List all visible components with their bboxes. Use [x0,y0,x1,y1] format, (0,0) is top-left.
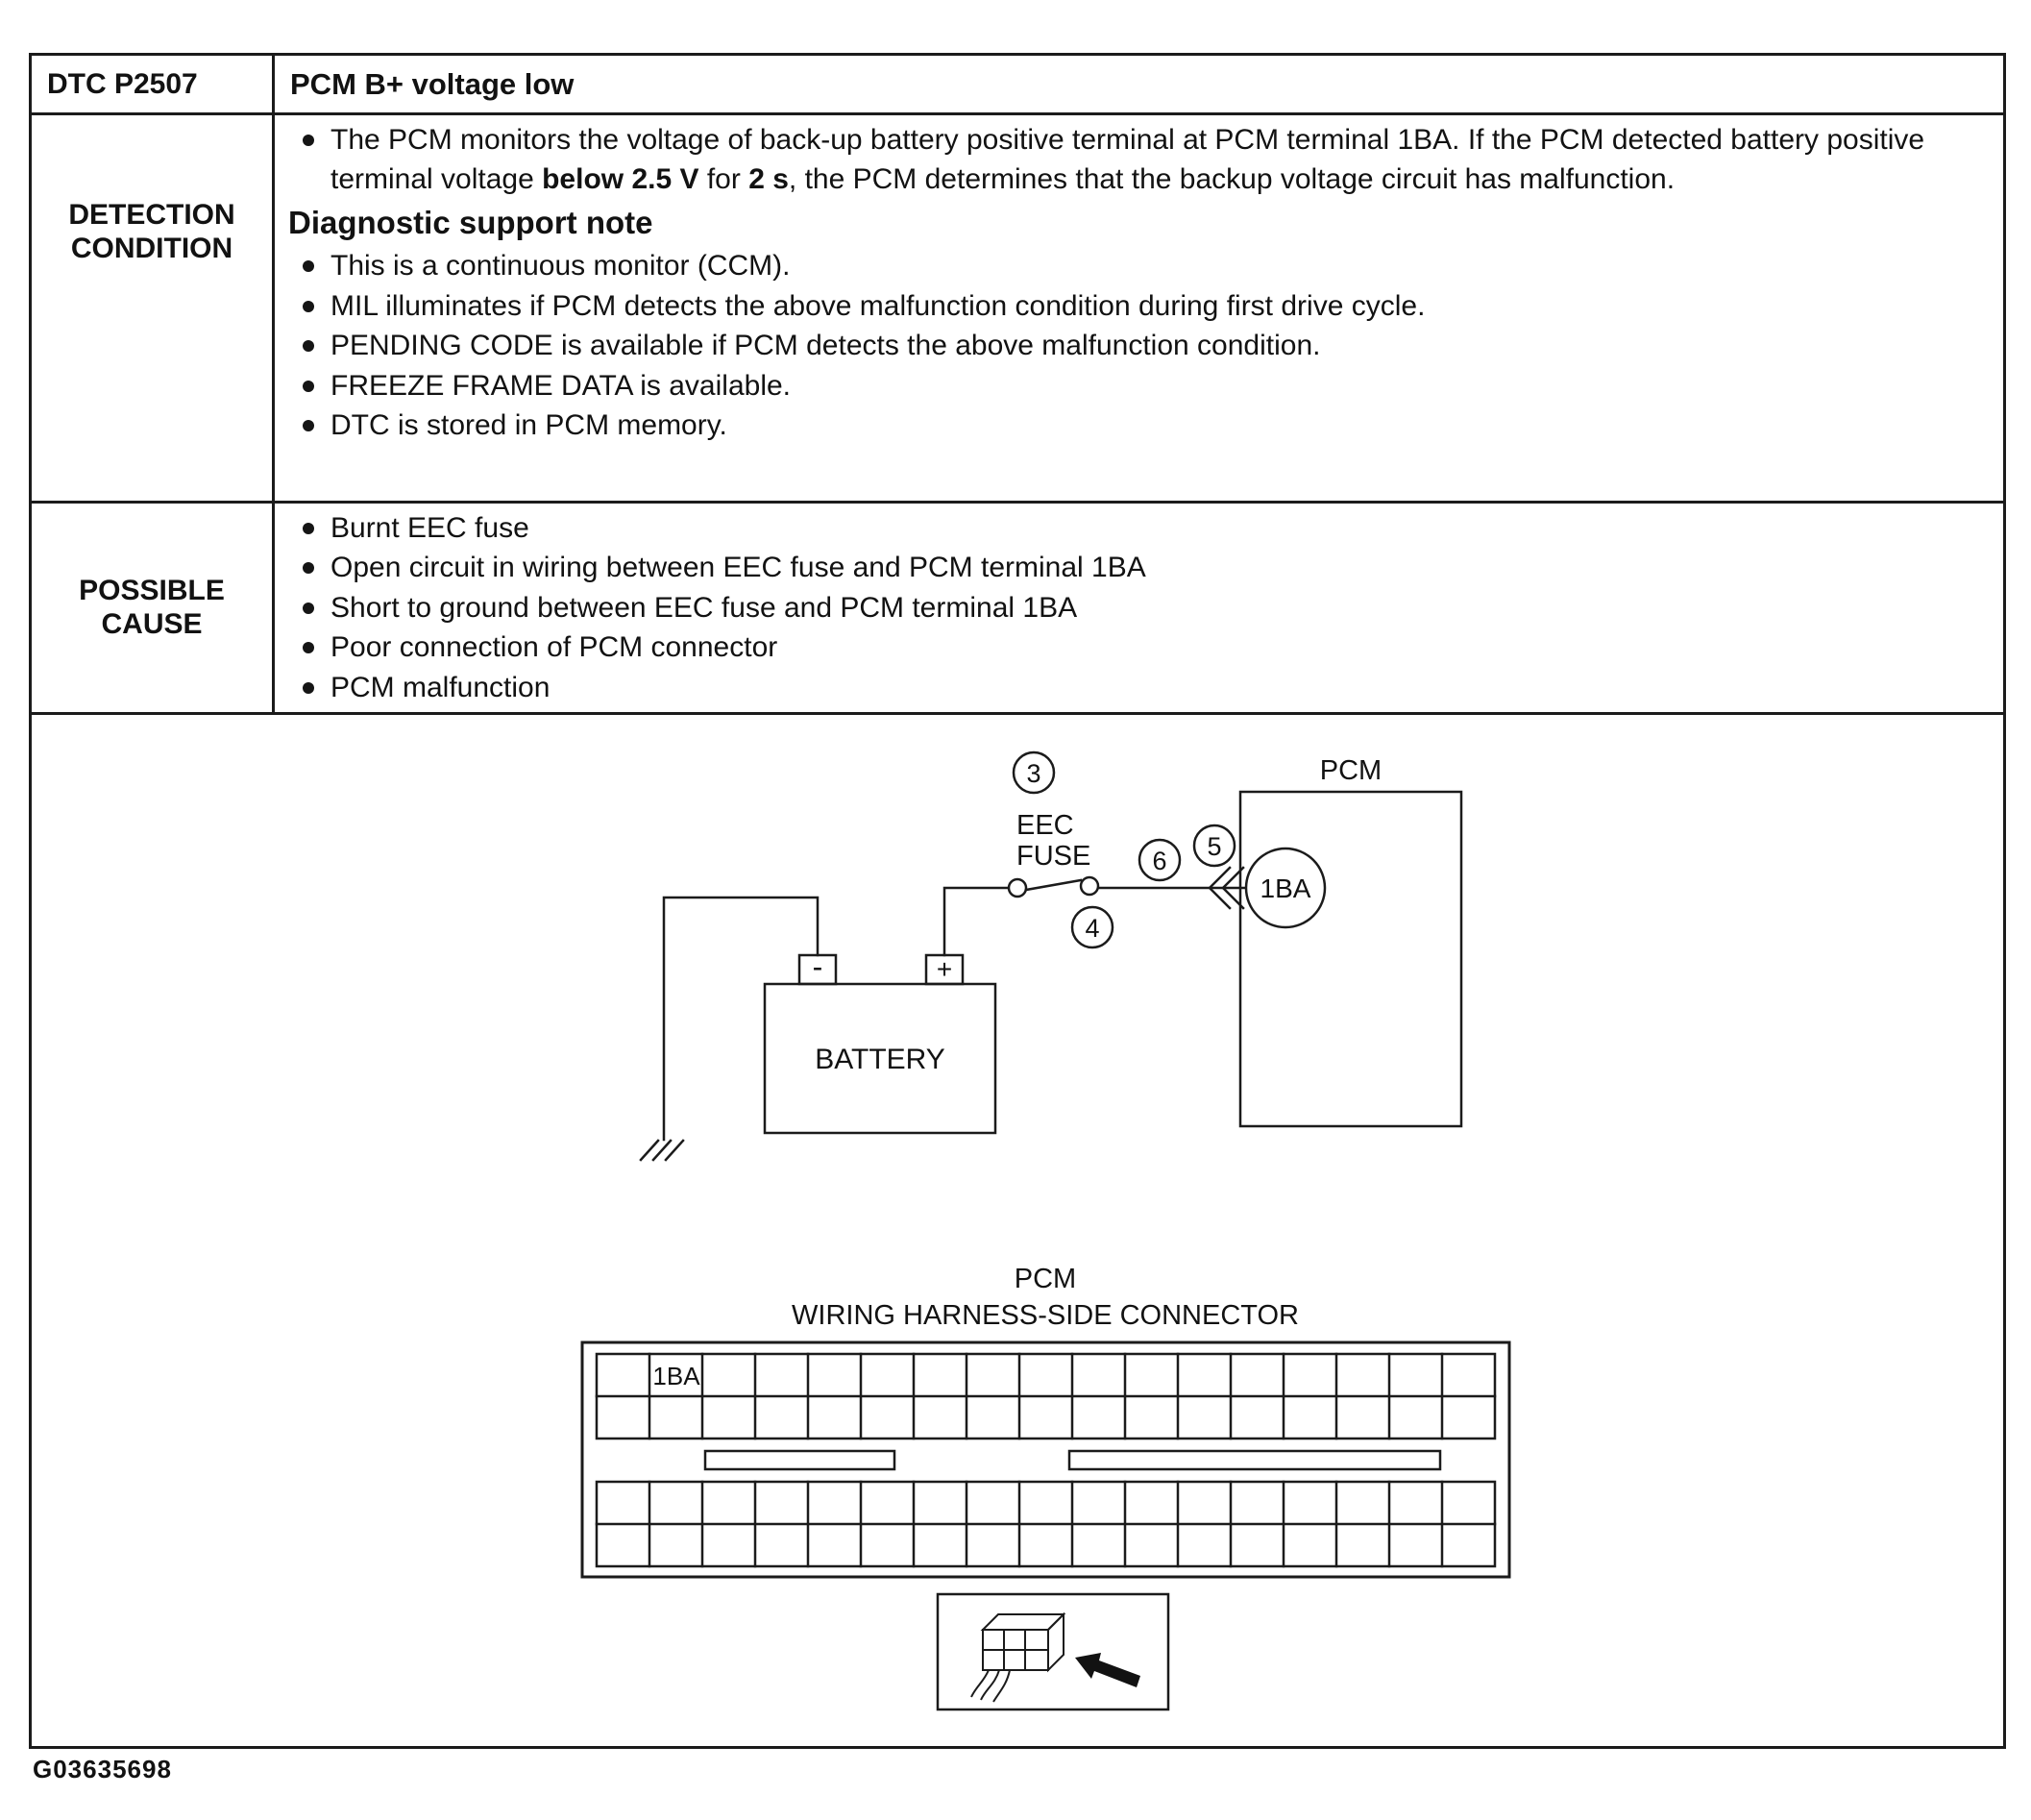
pcm-terminal-label: 1BA [1260,873,1311,903]
pcm-label: PCM [1319,754,1383,786]
possible-cause-row [31,503,2005,714]
callout-3: 3 [1026,758,1041,788]
wire-battery-plus-to-fuse [944,888,1009,955]
diagram-lines [582,752,1509,1709]
intro-bold-1: below 2.5 V [542,163,699,196]
battery-label: BATTERY [815,1043,945,1075]
dtc-title: PCM B+ voltage low [274,55,2005,114]
battery-plus-label: + [936,953,953,984]
connector-grid-bottom [597,1482,1495,1566]
detection-condition-row [31,114,2005,503]
battery-minus-label: - [812,948,823,984]
pointer-arrow-icon [1075,1653,1140,1687]
possible-cause-bullet: Open circuit in wiring between EEC fuse and PCM terminal 1BA [288,548,1978,587]
detection-intro-bullet [288,120,1978,200]
callout-4: 4 [1085,913,1100,943]
ground-icon [641,1141,683,1160]
fuse-terminal-right [1081,877,1098,895]
pcm-box [1240,792,1461,1126]
detection-bullet: This is a continuous monitor (CCM). [288,246,1978,285]
connector-view-box [938,1594,1168,1709]
connector-slot-left [705,1451,894,1469]
possible-cause-label: POSSIBLE CAUSE [31,503,274,714]
dtc-header-row [31,55,2005,114]
connector-grid-top [597,1354,1495,1439]
detection-intro-list [288,120,1978,200]
detection-bullet: FREEZE FRAME DATA is available. [288,366,1978,406]
callout-5: 5 [1207,831,1222,861]
wiring-diagram [32,715,2003,1746]
detection-bullet: DTC is stored in PCM memory. [288,406,1978,445]
detection-bullet: MIL illuminates if PCM detects the above malfunction condition during first drive cycle. [288,286,1978,326]
possible-cause-bullet: Poor connection of PCM connector [288,627,1978,667]
detection-bullet-list [288,246,1978,445]
intro-text-3: , the PCM determines that the backup voltage circuit has malfunction. [788,163,1676,196]
intro-text-1: The PCM monitors the voltage of back-up battery positive terminal at PCM terminal 1BA. If the PCM detected battery positive terminal voltage [330,124,1925,196]
detection-bullet: PENDING CODE is available if PCM detects the above malfunction condition. [288,326,1978,365]
dtc-table [29,53,2006,1749]
connector-icon [971,1614,1064,1702]
detection-condition-content [274,114,2005,503]
connector-terminal-1ba: 1BA [652,1361,700,1390]
diagnostic-support-note-heading: Diagnostic support note [288,204,653,240]
possible-cause-list [288,508,1978,707]
connector-slot-right [1069,1451,1440,1469]
fuse-label-line1: EEC [1016,809,1074,841]
figure-id: G03635698 [33,1755,172,1783]
intro-text-2: for [698,163,749,196]
connector-title-line1: PCM [1014,1263,1077,1294]
possible-cause-bullet: Short to ground between EEC fuse and PCM terminal 1BA [288,588,1978,627]
possible-cause-content [274,503,2005,714]
possible-cause-bullet: Burnt EEC fuse [288,508,1978,548]
dtc-document [29,53,2006,1749]
fuse-terminal-left [1009,879,1026,897]
fuse-label-line2: FUSE [1016,840,1091,872]
connector-title-line2: WIRING HARNESS-SIDE CONNECTOR [792,1299,1299,1331]
detection-condition-label: DETECTION CONDITION [31,114,274,503]
intro-bold-2: 2 s [748,163,789,196]
diagram-row [31,713,2005,1747]
fuse-element [1026,880,1081,890]
dtc-code: DTC P2507 [31,55,274,114]
wiring-diagram-cell [31,713,2005,1747]
wire-battery-minus-to-ground [664,898,818,1140]
connector-outline [582,1342,1509,1577]
callout-6: 6 [1152,846,1167,875]
possible-cause-bullet: PCM malfunction [288,668,1978,707]
